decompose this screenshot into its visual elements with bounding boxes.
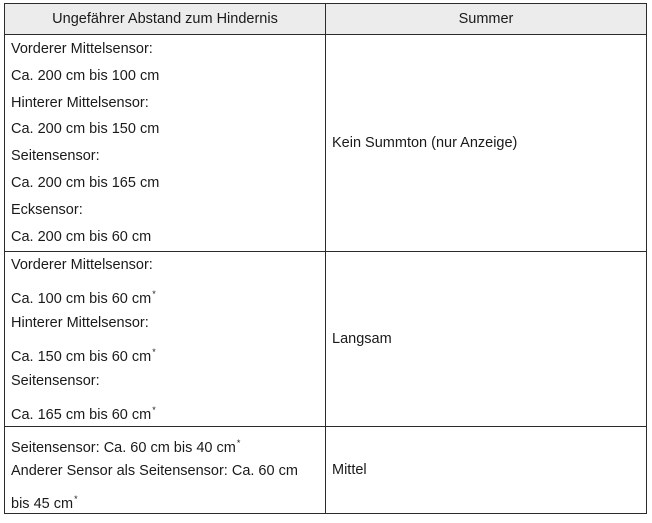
- distance-line: Ca. 200 cm bis 60 cm: [11, 228, 152, 245]
- distance-line: Ca. 150 cm bis 60 cm*: [11, 346, 156, 365]
- footnote-marker: *: [152, 404, 156, 415]
- distance-line: Ecksensor:: [11, 201, 83, 218]
- distance-cell: [5, 427, 326, 514]
- distance-cell: [5, 35, 326, 252]
- distance-line: Ca. 100 cm bis 60 cm*: [11, 288, 156, 307]
- buzzer-cell: Mittel: [326, 427, 647, 514]
- distance-cell: [5, 252, 326, 427]
- footnote-marker: *: [236, 438, 241, 448]
- distance-line: Seitensensor:: [11, 373, 100, 389]
- table-row: [5, 35, 647, 252]
- distance-line: Ca. 200 cm bis 100 cm: [11, 67, 160, 84]
- distance-line: Hinterer Mittelsensor:: [11, 94, 149, 111]
- table-header-row: [5, 4, 647, 35]
- distance-buzzer-table: [4, 3, 647, 514]
- footnote-marker: *: [152, 288, 156, 299]
- distance-line: Hinterer Mittelsensor:: [11, 315, 149, 331]
- distance-line: Seitensensor: Ca. 60 cm bis 40 cm*: [11, 438, 241, 456]
- distance-line: bis 45 cm*: [11, 494, 78, 512]
- distance-line: Anderer Sensor als Seitensensor: Ca. 60 cm: [11, 463, 298, 479]
- header-distance: Ungefährer Abstand zum Hindernis: [5, 4, 326, 35]
- distance-line: Seitensensor:: [11, 148, 100, 165]
- table-row: [5, 427, 647, 514]
- distance-line: Vorderer Mittelsensor:: [11, 41, 153, 57]
- distance-line: Ca. 200 cm bis 150 cm: [11, 121, 160, 138]
- buzzer-cell: Kein Summton (nur Anzeige): [326, 35, 647, 252]
- buzzer-cell: Langsam: [326, 252, 647, 427]
- table-row: [5, 252, 647, 427]
- header-buzzer: Summer: [326, 4, 647, 35]
- distance-line: Ca. 165 cm bis 60 cm*: [11, 404, 156, 423]
- footnote-marker: *: [74, 494, 78, 504]
- footnote-marker: *: [152, 346, 156, 357]
- distance-line: Vorderer Mittelsensor:: [11, 257, 153, 273]
- distance-line: Ca. 200 cm bis 165 cm: [11, 174, 160, 191]
